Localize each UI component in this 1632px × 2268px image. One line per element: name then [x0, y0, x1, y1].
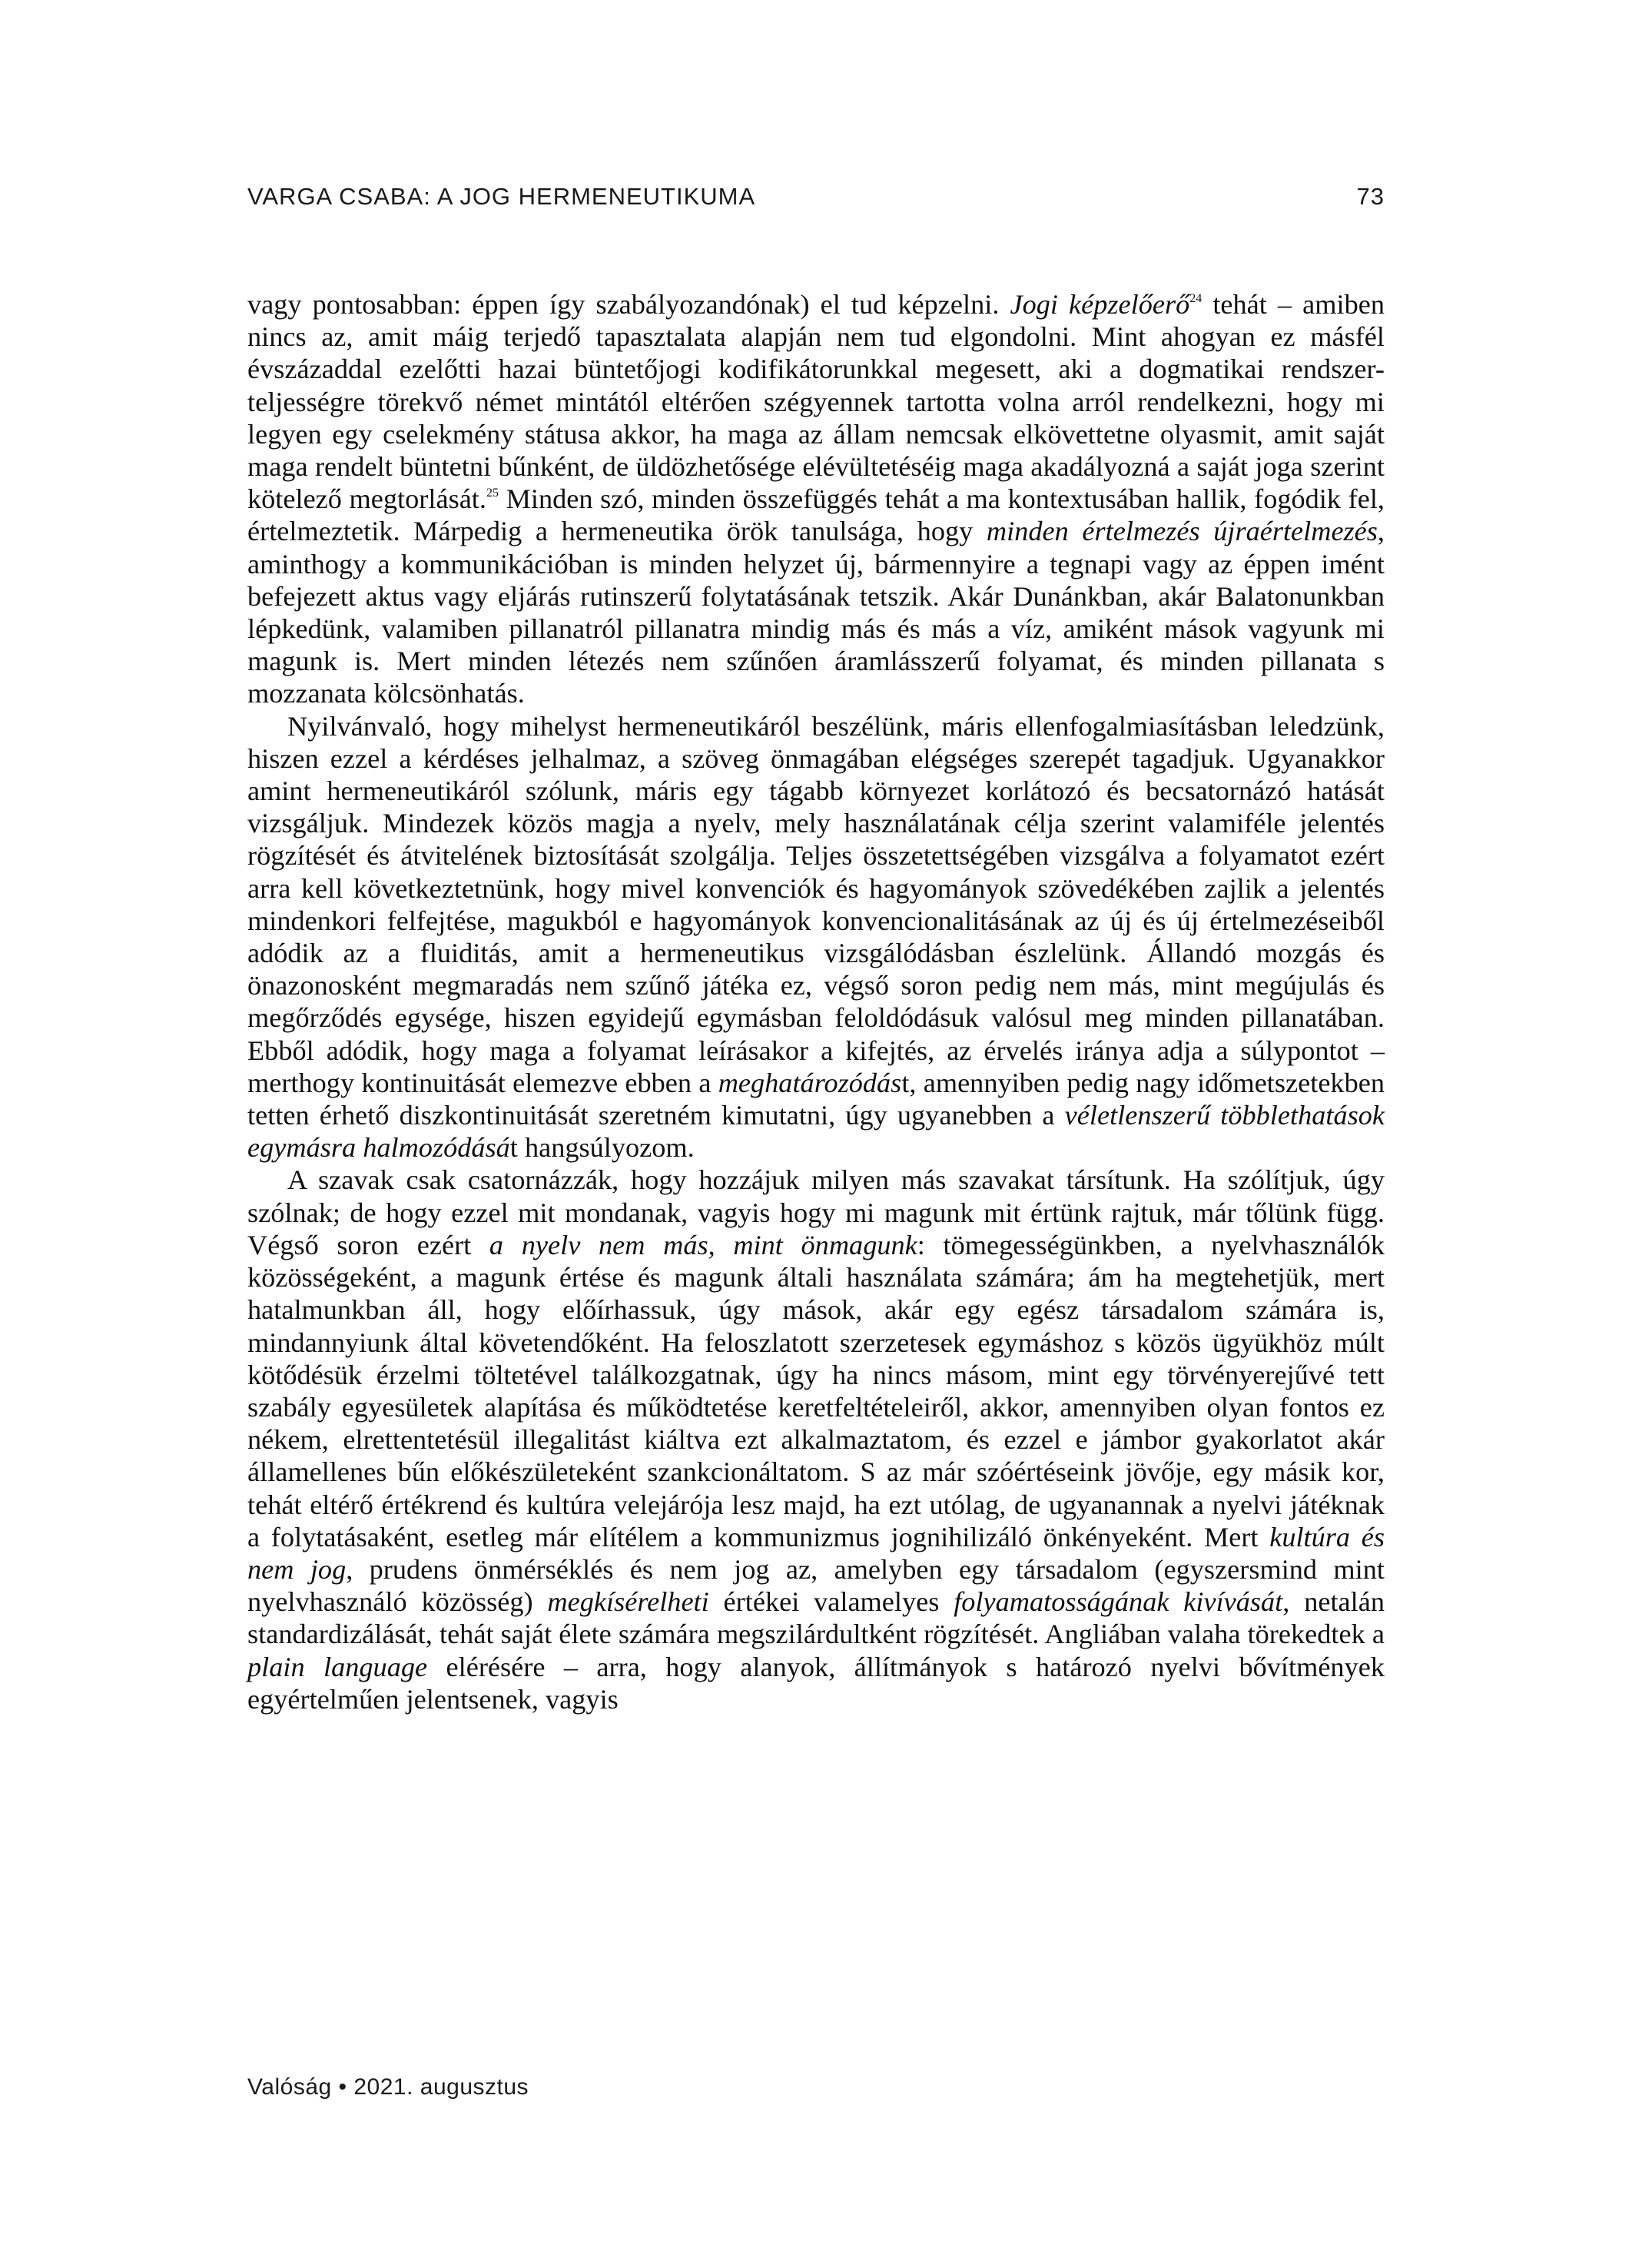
- text-run: tehát – amiben nincs az, amit máig terjedő tapasztalata alapján nem tud elgondolni. Mint ahogyan ez másfél évszázaddal ezelőtti hazai büntetőjogi kodifikátorunkkal megesett, aki a dogmatikai rendszer-teljességre törekvő német mintától eltérően szégyennek tartotta volna arról rendelkezni, hogy mi legyen egy cselekmény státusa akkor, ha maga az állam nemcsak elkövettetne olyasmit, amit saját maga rendelt büntetni bűnként, de üldözhetősége elévültetéséig maga akadályozná a saját joga szerint kötelező megtorlását.: [247, 289, 1385, 515]
- text-run: t, amennyiben pedig nagy időmetszetekben tetten érhető diszkontinuitását szeretném kimutatni, úgy ugyanebben a: [247, 1067, 1385, 1131]
- text-run: elérésére – arra, hogy alanyok, állítmányok s határozó nyelvi bővítmények egyértelműen jelentsenek, vagyis: [247, 1651, 1385, 1715]
- text-run: , aminthogy a kommunikációban is minden helyzet új, bármennyire a tegnapi vagy az éppen imént befejezett aktus vagy eljárás rutinszerű folytatásának tetszik. Akár Dunánkban, akár Balatonunkban lépkedünk, valamiben pillanatról pillanatra mindig más és más a víz, amiként mások vagyunk mi magunk is. Mert minden létezés nem szűnően áramlásszerű folyamat, és minden pillanata s mozzanata kölcsönhatás.: [247, 516, 1385, 709]
- text-run: t hangsúlyozom.: [509, 1132, 695, 1164]
- text-run: vagy pontosabban: éppen így szabályozandónak) el tud képzelni.: [247, 289, 1010, 320]
- paragraph: [247, 288, 1385, 710]
- text-run: : tömegességünkben, a nyelvhasználók közösségeként, a magunk értése és magunk általi használata számára; ám ha megtehetjük, mert hatalmunkban áll, hogy előírhassuk, úgy mások, akár egy egész társadalom számára is, mindannyiunk által követendőként. Ha feloszlatott szerzetesek egymáshoz s közös ügyükhöz múlt kötődésük érzelmi töltetével találkozgatnak, úgy ha nincs másom, mint egy törvényerejűvé tett szabály egyesületek alapítása és működtetése keretfeltételeiről, akkor, amennyiben olyan fontos ez nékem, elrettentetésül illegalitást kiáltva ezt alkalmaztatom, és ezzel e jámbor gyakorlatot akár államellenes bűn előkészületeként szankcionáltatom. S az már szóértéseink jövője, egy másik kor, tehát eltérő értékrend és kultúra velejárója lesz majd, ha ezt utólag, de ugyanannak a nyelvi játéknak a folytatásaként, esetleg már elítélem a kommunizmus jognihilizáló önkényeként. Mert: [247, 1229, 1385, 1552]
- text-run: értékei valamelyes: [708, 1586, 954, 1618]
- italic-emphasis: meghatározódás: [718, 1067, 902, 1098]
- text-run: A szavak csak csatornázzák, hogy hozzájuk milyen más szavakat társítunk. Ha szólítjuk, úgy szólnak; de hogy ezzel mit mondanak, vagyis hogy mi magunk mit értünk rajtuk, már tőlünk függ. Végső soron ezért: [247, 1164, 1385, 1260]
- footnote-reference: 25: [486, 486, 499, 500]
- italic-emphasis: minden értelmezés újraértelmezés: [986, 516, 1378, 547]
- article-body: [247, 288, 1385, 1715]
- text-run: Minden szó, minden összefüggés tehát a ma kontextusában hallik, fogódik fel, értelmeztetik. Márpedig a hermeneutika örök tanulsága, hogy: [247, 483, 1385, 547]
- italic-emphasis: a nyelv nem más, mint önmagunk: [489, 1229, 917, 1260]
- footer-publication: Valóság • 2021. augusztus: [247, 2074, 529, 2100]
- paragraph: [247, 1164, 1385, 1715]
- footnote-reference: 24: [1189, 292, 1202, 305]
- italic-emphasis: plain language: [247, 1651, 428, 1682]
- running-head-title: VARGA CSABA: A JOG HERMENEUTIKUMA: [247, 183, 756, 210]
- italic-emphasis: véletlenszerű többlethatások egymásra halmozódásá: [247, 1100, 1385, 1164]
- italic-emphasis: Jogi képzelőerő: [1010, 289, 1190, 320]
- italic-emphasis: megkísérelheti: [547, 1586, 709, 1618]
- paragraph: [247, 710, 1385, 1164]
- italic-emphasis: kultúra és nem jog: [247, 1521, 1385, 1585]
- italic-emphasis: folyamatosságának kivívását: [954, 1586, 1283, 1618]
- text-run: , netalán standardizálását, tehát saját élete számára megszilárdultként rögzítését. Angliában valaha törekedtek a: [247, 1586, 1385, 1650]
- page-number: 73: [1356, 183, 1385, 210]
- text-run: , prudens önmérséklés és nem jog az, amelyben egy társadalom (egyszersmind mint nyelvhasználó közösség): [247, 1553, 1385, 1618]
- text-run: Nyilvánvaló, hogy mihelyst hermeneutikáról beszélünk, máris ellenfogalmiasításban leledzünk, hiszen ezzel a kérdéses jelhalmaz, a szöveg önmagában elégséges szerepét tagadjuk. Ugyanakkor amint hermeneutikáról szólunk, máris egy tágabb környezet korlátozó és becsatornázó hatását vizsgáljuk. Mindezek közös magja a nyelv, mely használatának célja szerint valamiféle jelentés rögzítését és átvitelének biztosítását szolgálja. Teljes összetettségében vizsgálva a folyamatot ezért arra kell következtetnünk, hogy mivel konvenciók és hagyományok szövedékében zajlik a jelentés mindenkori felfejtése, magukból e hagyományok konvencionalitásának az új és új értelmezéseiből adódik az a fluiditás, amit a hermeneutikus vizsgálódásban észlelünk. Állandó mozgás és önazonosként megmaradás nem szűnő játéka ez, végső soron pedig nem más, mint megújulás és megőrződés egysége, hiszen egyidejű egymásban feloldódásuk valósul meg minden pillanatában. Ebből adódik, hogy maga a folyamat leírásakor a kifejtés, az érvelés iránya adja a súlypontot – merthogy kontinuitását elemezve ebben a: [247, 710, 1385, 1098]
